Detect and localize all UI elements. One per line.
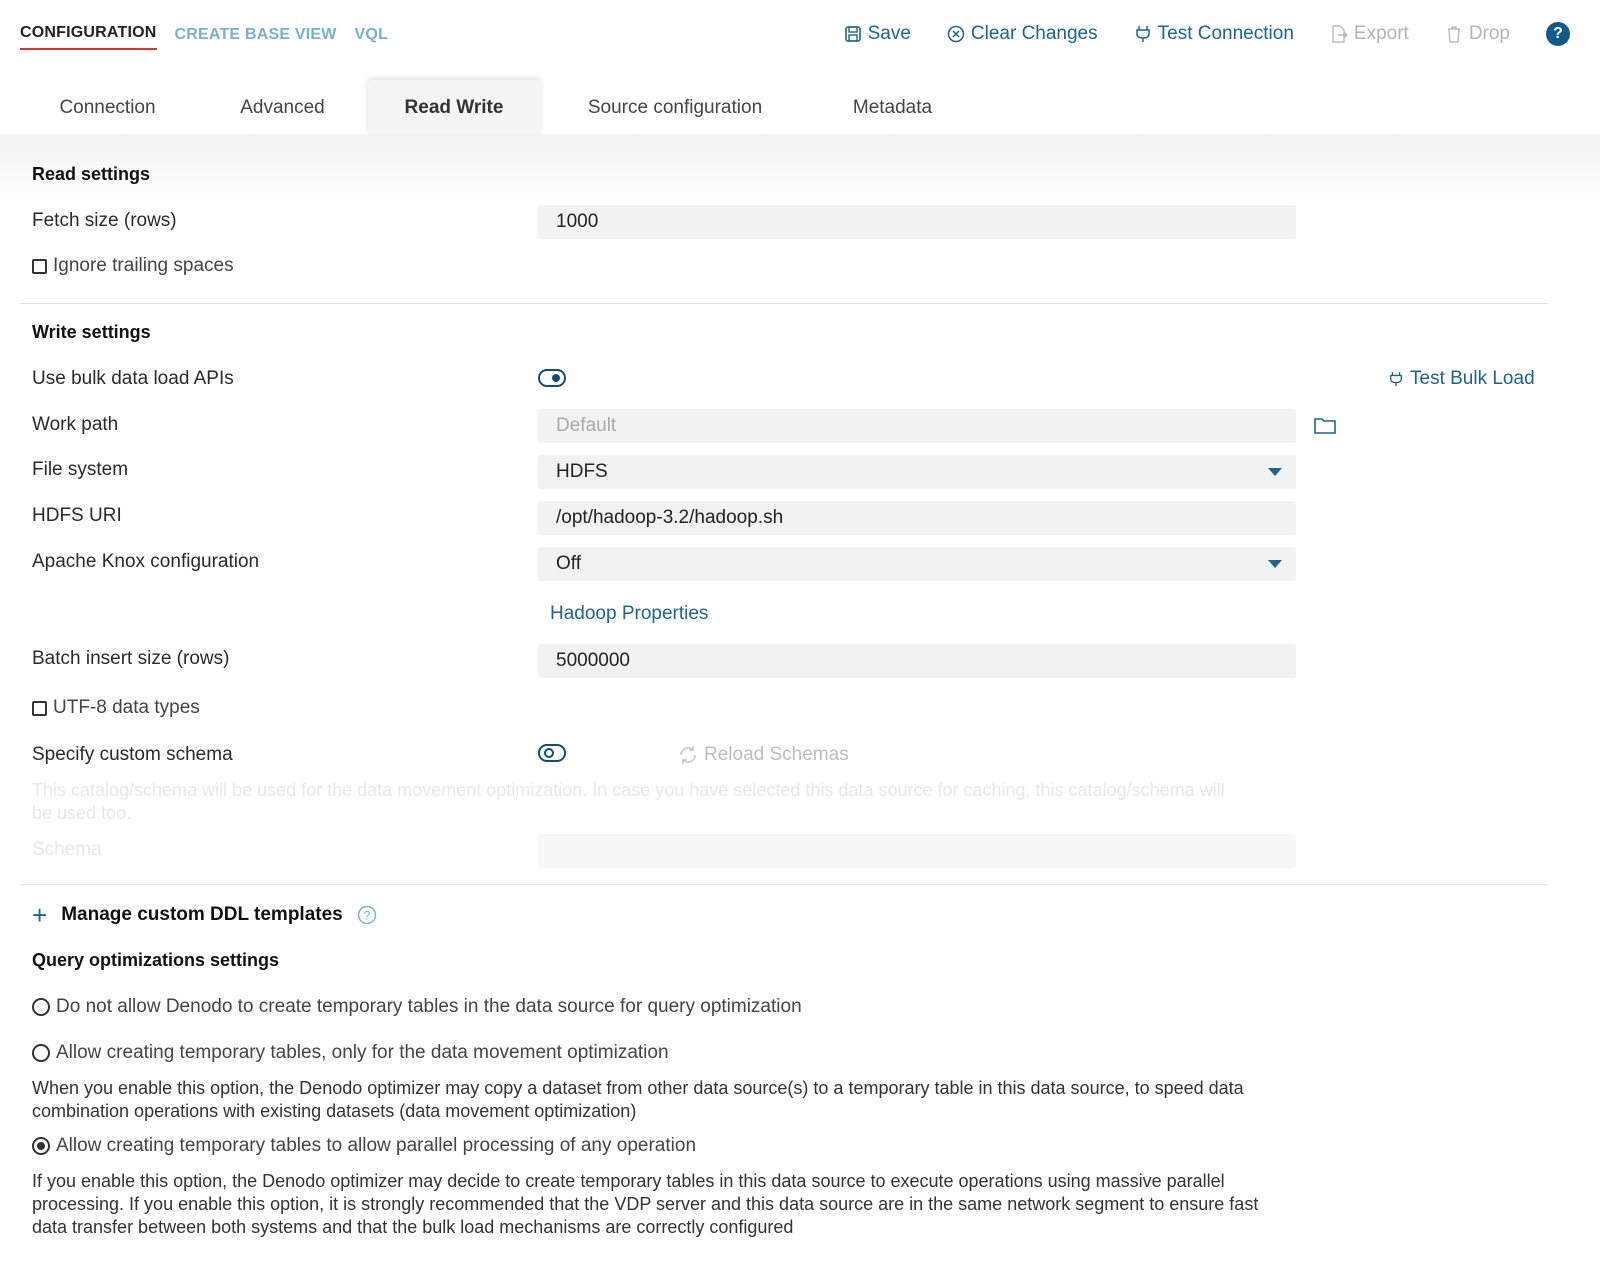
fetch-size-input[interactable]: 1000 (538, 205, 1296, 239)
knox-select[interactable]: Off (538, 547, 1296, 581)
tab-connection[interactable]: Connection (59, 97, 156, 118)
opt-no-temp-tables-label: Do not allow Denodo to create temporary tables in the data source for query optimization (56, 996, 802, 1017)
opt-data-movement-radio[interactable] (32, 1042, 669, 1064)
toggle-knob (552, 374, 560, 382)
test-bulk-load-label: Test Bulk Load (1410, 368, 1535, 389)
export-label: Export (1353, 23, 1409, 44)
bulk-load-toggle[interactable] (538, 369, 566, 387)
tab-read-write[interactable]: Read Write (368, 80, 540, 134)
plug-icon (1388, 369, 1404, 389)
drop-button[interactable] (1445, 23, 1510, 45)
folder-icon[interactable] (1314, 416, 1336, 434)
write-settings-title: Write settings (32, 322, 151, 342)
opt-no-temp-tables-radio[interactable] (32, 996, 802, 1018)
query-optimization-title: Query optimizations settings (32, 950, 280, 970)
reload-schemas-button[interactable] (678, 744, 849, 766)
fetch-size-label: Fetch size (rows) (32, 210, 177, 231)
nav-create-base-view[interactable]: CREATE BASE VIEW (174, 26, 337, 43)
export-button[interactable] (1330, 23, 1409, 45)
radio-dot[interactable] (32, 1044, 50, 1062)
radio-dot[interactable] (32, 1137, 50, 1155)
save-button[interactable] (844, 23, 911, 45)
opt-parallel-processing-description: If you enable this option, the Denodo optimizer may decide to create temporary tables in this data source to execute operations using massive parallel processing. If you enable this option, it is strongly recommended that the VDP server and this data source are in the same network segment to ensure fast data transfer between both systems and that the bulk load mechanisms are correctly configured (32, 1171, 1259, 1237)
schema-help-text: This catalog/schema will be used for the data movement optimization. In case you have selected this data source for caching, this catalog/schema will be used too. (32, 780, 1225, 823)
checkbox-box[interactable] (32, 259, 47, 274)
tab-source-configuration[interactable]: Source configuration (587, 97, 763, 118)
toolbar (844, 22, 1570, 46)
clear-label: Clear Changes (970, 23, 1098, 44)
test-connection-button[interactable] (1134, 23, 1294, 45)
top-navigation (20, 24, 388, 50)
nav-configuration[interactable]: CONFIGURATION (20, 24, 157, 50)
hdfs-uri-label: HDFS URI (32, 505, 122, 526)
opt-parallel-processing-label: Allow creating temporary tables to allow parallel processing of any operation (56, 1135, 697, 1156)
radio-dot[interactable] (32, 998, 50, 1016)
opt-data-movement-label: Allow creating temporary tables, only for the data movement optimization (56, 1042, 669, 1063)
ignore-trailing-spaces-label: Ignore trailing spaces (53, 255, 234, 276)
bulk-load-label: Use bulk data load APIs (32, 368, 234, 389)
plus-icon: + (32, 900, 48, 930)
save-label: Save (867, 23, 911, 44)
plug-icon (1134, 25, 1152, 43)
custom-schema-toggle[interactable] (538, 744, 566, 762)
trash-icon (1445, 25, 1463, 43)
nav-vql[interactable]: VQL (354, 26, 389, 43)
schema-select[interactable] (538, 834, 1296, 868)
manage-ddl-label: Manage custom DDL templates (61, 904, 343, 925)
opt-data-movement-description: When you enable this option, the Denodo optimizer may copy a dataset from other data source(s) to a temporary table in this data source, to speed data combination operations with existing datasets (data movement optimization) (32, 1078, 1244, 1121)
tab-bar (0, 80, 1600, 135)
schema-label: Schema (32, 839, 102, 860)
hadoop-properties-link[interactable]: Hadoop Properties (550, 603, 709, 624)
svg-text:?: ? (363, 908, 371, 923)
knox-label: Apache Knox configuration (32, 551, 260, 572)
work-path-input[interactable]: Default (538, 409, 1296, 443)
hdfs-uri-input[interactable]: /opt/hadoop-3.2/hadoop.sh (538, 501, 1296, 535)
toggle-knob (544, 748, 554, 758)
drop-label: Drop (1468, 23, 1510, 44)
clear-changes-button[interactable] (947, 23, 1098, 45)
opt-parallel-processing-radio[interactable] (32, 1135, 696, 1157)
batch-insert-label: Batch insert size (rows) (32, 648, 230, 669)
divider (20, 303, 1548, 304)
refresh-icon (678, 745, 698, 765)
utf8-label: UTF-8 data types (53, 697, 200, 718)
file-system-label: File system (32, 459, 129, 480)
reload-schemas-label: Reload Schemas (704, 744, 849, 765)
save-icon (844, 25, 862, 43)
help-icon[interactable]: ? (1546, 22, 1570, 46)
test-bulk-load-button[interactable] (1388, 368, 1535, 390)
utf8-checkbox[interactable] (32, 697, 200, 719)
divider (20, 884, 1548, 885)
manage-ddl-templates[interactable] (32, 900, 377, 930)
ignore-trailing-spaces-checkbox[interactable] (32, 255, 234, 277)
help-circle-icon[interactable] (357, 905, 377, 925)
tab-metadata[interactable]: Metadata (852, 97, 933, 118)
test-connection-label: Test Connection (1157, 23, 1294, 44)
work-path-label: Work path (32, 414, 119, 435)
checkbox-box[interactable] (32, 701, 47, 716)
file-system-select[interactable]: HDFS (538, 455, 1296, 489)
batch-insert-input[interactable]: 5000000 (538, 644, 1296, 678)
export-icon (1330, 25, 1348, 43)
clear-icon (947, 25, 965, 43)
custom-schema-label: Specify custom schema (32, 744, 233, 765)
read-settings-title: Read settings (32, 164, 151, 184)
tab-advanced[interactable]: Advanced (240, 97, 325, 118)
